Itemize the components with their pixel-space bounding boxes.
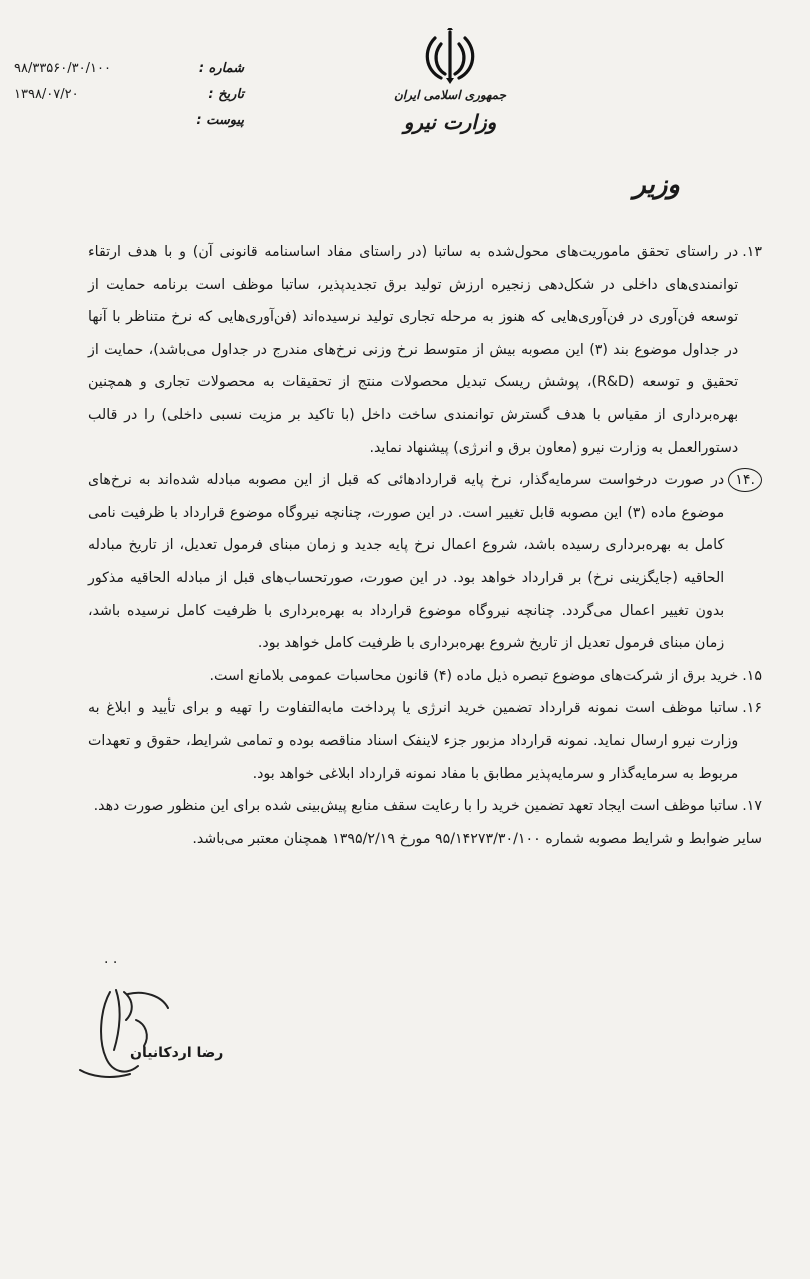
reference-block	[14, 56, 244, 134]
paragraph-text: در راستای تحقق ماموریت‌های محول‌شده به ساتبا (در راستای مفاد اساسنامه قانونی آن) و با هدف ارتقاء توانمندی‌های داخلی در شکل‌دهی زنجیره ارزش تولید برق تجدیدپذیر، ساتبا موظف است برنامه حمایت از توسعه فن‌آوری در فن‌آوری‌هایی که هنوز به مرحله تجاری تولید نرسیده‌اند (فن‌آوری‌هایی که نرخ متناظر با آنها در جداول موضوع بند (۳) این مصوبه بیش از متوسط نرخ وزنی نرخ‌های مندرج در جداول می‌باشد)، حمایت از تحقیق و توسعه (R&D)، پوشش ریسک تبدیل محصولات منتج از تحقیقات به محصولات تجاری و همچنین بهره‌برداری از مقیاس با هدف گسترش توانمندی ساخت داخل (با تاکید بر مزیت نسبی داخلی) را در قالب دستورالعمل به وزارت نیرو (معاون برق و انرژی) پیشنهاد نماید.	[88, 244, 739, 456]
paragraph-16	[88, 692, 762, 790]
date-row	[14, 82, 244, 108]
paragraph-17	[88, 790, 762, 823]
attachment-row	[14, 108, 244, 134]
paragraph-number	[728, 464, 762, 660]
circled-number: .۱۴	[728, 468, 762, 492]
number-row	[14, 56, 244, 82]
iran-emblem-icon	[390, 28, 510, 86]
paragraph-text: ساتبا موظف است ایجاد تعهد تضمین خرید را با رعایت سقف منابع پیش‌بینی شده برای این منظور صورت دهد.	[93, 798, 739, 815]
letterhead	[390, 28, 510, 134]
attachment-label: پیوست :	[196, 113, 244, 128]
republic-title: جمهوری اسلامی ایران	[393, 88, 507, 102]
paragraph-number: ۱۷.	[742, 798, 762, 815]
paragraph-text: ساتبا موظف است نمونه قرارداد تضمین خرید انرژی یا پرداخت مابه‌التفاوت را تهیه و برای تأیید و ابلاغ به وزارت نیرو ارسال نماید. نمونه قرارداد مزبور جزء لاینفک اسناد مناقصه بوده و تمامی شرایط، حقوق و تعهدات مربوط به سرمایه‌گذار و سرمایه‌پذیر مطابق با مفاد نمونه قرارداد ابلاغی خواهد بود.	[88, 700, 739, 782]
letter-body	[88, 236, 762, 855]
ministry-title: وزارت نیرو	[403, 110, 497, 134]
number-value: ۹۸/۳۳۵۶۰/۳۰/۱۰۰	[14, 61, 111, 76]
date-value: ۱۳۹۸/۰۷/۲۰	[14, 87, 79, 102]
signatory-name: رضا اردکانیان	[130, 1045, 224, 1061]
paragraph-number: ۱۵.	[742, 667, 762, 684]
number-label: شماره :	[198, 61, 244, 76]
handwritten-signature-icon	[50, 980, 210, 1090]
paragraph-text: خرید برق از شرکت‌های موضوع تبصره ذیل ماده (۴) قانون محاسبات عمومی بلامانع است.	[209, 667, 739, 684]
paragraph-13	[88, 236, 762, 464]
date-label: تاریخ :	[208, 87, 244, 102]
paragraph-15	[88, 660, 762, 693]
paragraph-text: در صورت درخواست سرمایه‌گذار، نرخ پایه قراردادهائی که قبل از این مصوبه مبادله شده‌اند به نرخ‌های موضوع ماده (۳) این مصوبه قابل تغییر است. در این صورت، چنانچه نیروگاه موضوع قرارداد با ظرفیت نامی کامل به بهره‌برداری رسیده باشد، شروع اعمال نرخ پایه جدید و زمان مبنای فرمول تعدیل، از تاریخ مبادله الحاقیه (جایگزینی نرخ) بر قرارداد خواهد بود. در این صورت، صورتحساب‌های قبل از مبادله الحاقیه مذکور بدون تغییر اعمال می‌گردد. چنانچه نیروگاه موضوع قرارداد به بهره‌برداری با ظرفیت کامل نرسیده باشد، زمان مبنای فرمول تعدیل از تاریخ شروع بهره‌برداری با ظرفیت کامل خواهد بود.	[88, 472, 725, 652]
minister-title: وزیر	[633, 170, 680, 200]
closing-paragraph: سایر ضوابط و شرایط مصوبه شماره ۹۵/۱۴۲۷۳/۳۰/۱۰۰ مورخ ۱۳۹۵/۲/۱۹ همچنان معتبر می‌باشد.	[192, 830, 762, 847]
paragraph-number: ۱۳.	[742, 244, 762, 260]
signature-dots: · ·	[104, 955, 118, 971]
paragraph-14	[88, 464, 762, 660]
paragraph-number: ۱۶.	[742, 700, 762, 717]
